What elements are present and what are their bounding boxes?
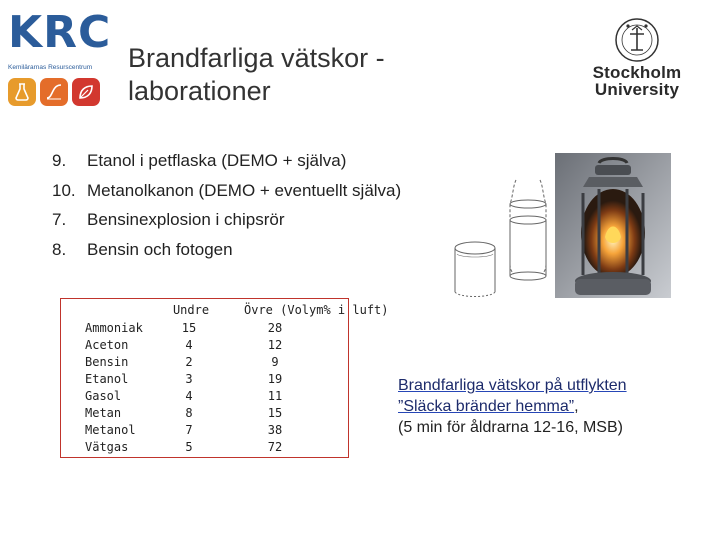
- lower-limit-cell: 15: [181, 321, 197, 335]
- upper-limit-cell: 9: [271, 355, 279, 369]
- lower-limit-cell: 5: [185, 440, 193, 454]
- video-link-subtitle[interactable]: ”Släcka bränder hemma”: [398, 398, 575, 415]
- list-item-number: 9.: [52, 151, 67, 170]
- video-link-block: [398, 375, 627, 438]
- list-item-number: 7.: [52, 210, 67, 229]
- lower-limit-cell: 4: [185, 389, 193, 403]
- table-row: [85, 354, 323, 371]
- list-item-text: Metanolkanon (DEMO + eventuellt själva): [87, 180, 402, 200]
- leaf-icon: [72, 78, 100, 106]
- lower-limit-cell: 2: [185, 355, 193, 369]
- krc-logo-letters: KRC: [8, 7, 112, 58]
- substance-cell: Aceton: [85, 338, 129, 352]
- lower-limit-cell: 7: [185, 423, 193, 437]
- university-seal-icon: [610, 16, 664, 64]
- list-item: [52, 146, 401, 176]
- lower-limit-cell: 8: [185, 406, 193, 420]
- substance-cell: Metanol: [85, 423, 136, 437]
- upper-limit-cell: 28: [267, 321, 283, 335]
- list-item-number: 10.: [52, 180, 76, 200]
- upper-limit-cell: 12: [267, 338, 283, 352]
- substance-cell: Etanol: [85, 372, 129, 386]
- lower-limit-cell: 4: [185, 338, 193, 352]
- list-item-text: Bensin och fotogen: [87, 239, 233, 259]
- table-row: [85, 405, 323, 422]
- table-row: [85, 371, 323, 388]
- cup-and-bottle-sketch: [448, 172, 558, 307]
- graph-icon: [40, 78, 68, 106]
- table-row: [85, 388, 323, 405]
- table-body: [85, 320, 323, 456]
- column-header-lower: Undre: [172, 303, 210, 317]
- table-row: [85, 439, 323, 456]
- substance-cell: Ammoniak: [85, 321, 143, 335]
- list-item-number: 8.: [52, 239, 67, 259]
- table-row: [85, 422, 323, 439]
- upper-limit-cell: 19: [267, 372, 283, 386]
- list-item-text: Bensinexplosion i chipsrör: [87, 210, 285, 229]
- su-name-line1: Stockholm: [592, 63, 682, 82]
- stockholm-university-logo: [592, 16, 682, 101]
- upper-limit-cell: 72: [267, 440, 283, 454]
- krc-logo-subtitle: Kemilärarnas Resurscentrum: [8, 64, 93, 71]
- lower-limit-cell: 3: [185, 372, 193, 386]
- flask-icon: [8, 78, 36, 106]
- link-comma: ,: [574, 398, 579, 415]
- video-link-note: (5 min för åldrarna 12-16, MSB): [398, 419, 623, 436]
- substance-cell: Bensin: [85, 355, 129, 369]
- flammability-limits-table: [60, 298, 389, 458]
- list-item: [52, 205, 401, 235]
- video-link-subtitle-row: [398, 398, 579, 415]
- krc-logo: [8, 7, 112, 106]
- column-header-upper: Övre (Volym% i luft): [244, 303, 389, 317]
- substance-cell: Vätgas: [85, 440, 129, 454]
- video-link-title[interactable]: Brandfarliga vätskor på utflykten: [398, 377, 627, 394]
- su-name-line2: University: [594, 80, 680, 99]
- list-item-text: Etanol i petflaska (DEMO + själva): [87, 151, 347, 170]
- upper-limit-cell: 11: [267, 389, 283, 403]
- substance-cell: Metan: [85, 406, 122, 420]
- oil-lantern-image: [555, 153, 671, 298]
- table-row: [85, 320, 323, 337]
- page-title: Brandfarliga vätskor - laborationer: [128, 43, 385, 106]
- substance-cell: Gasol: [85, 389, 122, 403]
- krc-logo-tiles: [8, 78, 100, 106]
- table-row: [85, 337, 323, 354]
- list-item: [52, 235, 401, 265]
- experiment-list: [52, 146, 401, 264]
- upper-limit-cell: 38: [267, 423, 283, 437]
- upper-limit-cell: 15: [267, 406, 283, 420]
- list-item: [52, 176, 401, 206]
